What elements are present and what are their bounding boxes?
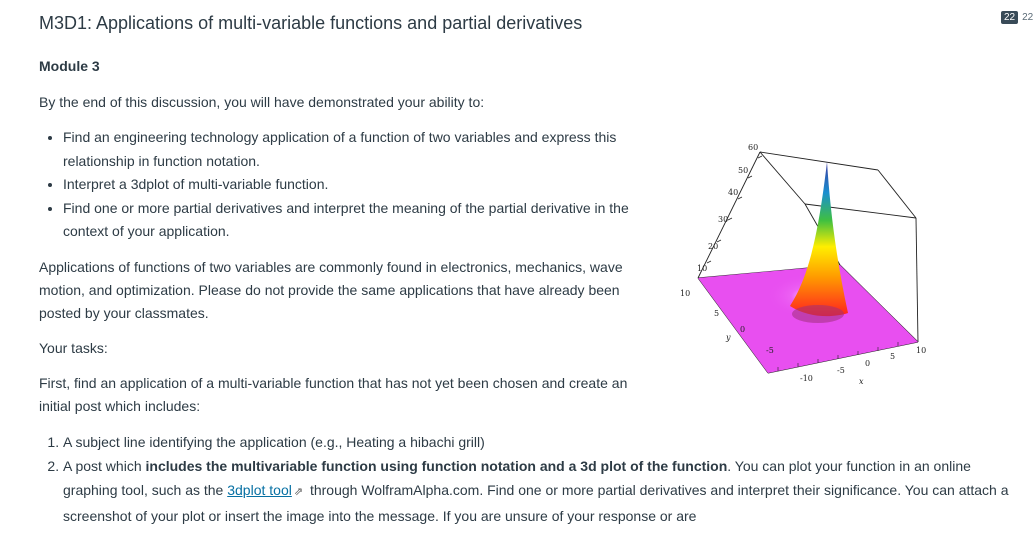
reply-count-badges (1001, 11, 1033, 24)
y-axis-label: y (726, 333, 731, 342)
x-tick-label: -10 (800, 374, 813, 383)
z-tick-label: 10 (697, 264, 708, 273)
x-tick-label: 0 (865, 359, 871, 368)
total-replies-count: 22 (1022, 12, 1033, 23)
unread-badge[interactable]: 22 (1001, 11, 1018, 24)
z-tick-label: 20 (708, 242, 719, 251)
z-tick-label: 30 (718, 215, 729, 224)
objectives-list (39, 126, 643, 244)
objective-item: • Find one or more partial derivatives and interpret the meaning of the partial derivative in the context of your application. (63, 197, 643, 244)
intro-text: By the end of this discussion, you will have demonstrated your ability to: (39, 94, 485, 110)
tasks-list (39, 430, 1013, 528)
z-tick-label: 50 (738, 166, 749, 175)
tasks-label: Your tasks: (39, 340, 108, 356)
task-text: through WolframAlpha.com. Find one or more partial derivatives and interpret their significance. You can attach a screenshot of your plot or insert the image into the message. If you are unsure of your response or are (63, 482, 1009, 524)
applications-text: Applications of functions of two variables are commonly found in electronics, mechanics, wave motion, and optimization. Please do not provide the same applications that have already been posted by your classmates. (39, 259, 623, 321)
3d-plot-image (678, 128, 938, 390)
task-text-bold: includes the multivariable function using function notation and a 3d plot of the function (145, 458, 728, 474)
y-tick-label: 5 (714, 309, 720, 318)
x-tick-label: 10 (916, 346, 927, 355)
x-axis-label: x (859, 377, 864, 386)
3dplot-tool-link[interactable]: 3dplot tool (227, 482, 292, 498)
task-item-subject: 1. A subject line identifying the application (e.g., Heating a hibachi grill) (63, 430, 1013, 454)
surface-spike (790, 162, 848, 316)
y-tick-label: -5 (766, 346, 774, 355)
task-item-post (63, 454, 1013, 528)
y-tick-label: 0 (740, 325, 746, 334)
external-link-icon: ⇗ (293, 486, 304, 498)
objective-item: • Interpret a 3dplot of multi-variable function. (63, 173, 643, 197)
task-text: A post which (63, 458, 146, 474)
x-tick-label: -5 (837, 366, 845, 375)
y-tick-label: 10 (680, 289, 691, 298)
task-text: . You can plot your function in an online graphing tool, such as the (63, 458, 971, 498)
z-tick-label: 40 (728, 188, 739, 197)
first-instruction: First, find an application of a multi-variable function that has not yet been chosen and create an initial post which includes: (39, 375, 628, 414)
x-tick-label: 5 (890, 352, 896, 361)
module-label: Module 3 (39, 58, 100, 74)
z-tick-label: 60 (748, 143, 759, 152)
spike-base-shadow (792, 305, 844, 323)
page-title: M3D1: Applications of multi-variable functions and partial derivatives (39, 13, 583, 33)
objective-item: • Find an engineering technology application of a function of two variables and express this relationship in function notation. (63, 126, 643, 173)
